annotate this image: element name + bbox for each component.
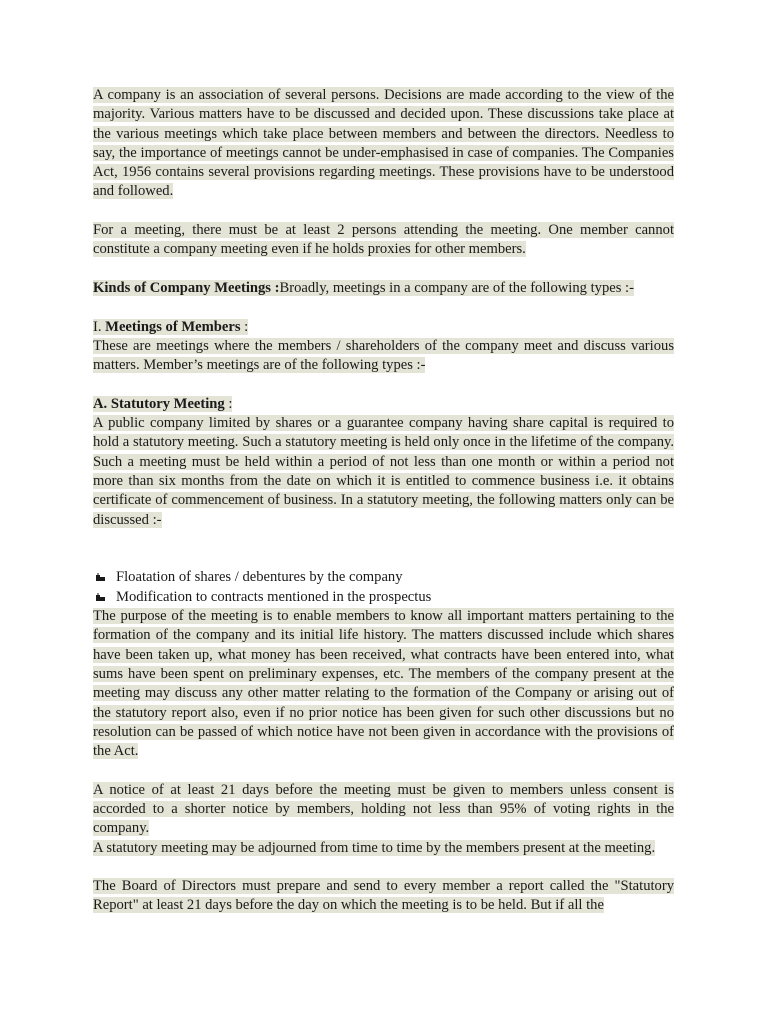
notice-paragraph xyxy=(93,781,674,839)
bullet-icon xyxy=(95,573,106,582)
list-item xyxy=(93,568,674,587)
paragraph-gap xyxy=(93,298,674,317)
statutory-heading: A. Statutory Meeting xyxy=(93,395,225,412)
paragraph-gap xyxy=(93,260,674,279)
paragraph-gap xyxy=(93,375,674,394)
notice-text: A notice of at least 21 days before the meeting must be given to members unless consent is accorded to a shorter notice by members, holding not less than 95% of voting rights in the company. xyxy=(93,781,674,837)
kinds-text: Broadly, meetings in a company are of the following types :- xyxy=(279,279,634,296)
kinds-heading: Kinds of Company Meetings : xyxy=(93,279,280,296)
board-paragraph xyxy=(93,877,674,916)
list-item xyxy=(93,588,674,607)
adjourn-text: A statutory meeting may be adjourned from time to time by the members present at the meeting. xyxy=(93,839,656,856)
meeting-quorum-text: For a meeting, there must be at least 2 persons attending the meeting. One member cannot constitute a company meeting even if he holds proxies for other members. xyxy=(93,222,674,258)
document-body xyxy=(93,86,674,916)
members-heading: Meetings of Members xyxy=(105,318,241,335)
members-numeral: I. xyxy=(93,318,106,335)
paragraph-gap xyxy=(93,761,674,780)
statutory-colon: : xyxy=(224,395,233,412)
members-text: These are meetings where the members / shareholders of the company meet and discuss various matters. Member’s meetings are of the following types :- xyxy=(93,337,674,374)
bullet-icon xyxy=(95,593,106,602)
statutory-text: A public company limited by shares or a guarantee company having share capital is required to hold a statutory meeting. Such a statutory meeting is held only once in the lifetime of the company. Such a meeting must be held within a period of not less than one month or within a period not more than six months from the date on which it is entitled to commence business i.e. it obtains certificate of commencement of business. In a statutory meeting, the following matters only can be discussed :- xyxy=(93,415,674,528)
members-heading-line xyxy=(93,318,674,337)
meeting-quorum-paragraph xyxy=(93,221,674,260)
paragraph-gap xyxy=(93,530,674,569)
bullet-text: Floatation of shares / debentures by the company xyxy=(116,569,403,586)
board-text: The Board of Directors must prepare and send to every member a report called the "Statutory Report" at least 21 days before the day on which the meeting is to be held. But if all the xyxy=(93,878,674,914)
intro-text: A company is an association of several persons. Decisions are made according to the view of the majority. Various matters have to be discussed and decided upon. These discussions take place at the various meetings which take place between members and between the directors. Needless to say, the importance of meetings cannot be under-emphasised in case of companies. The Companies Act, 1956 contains several provisions regarding meetings. These provisions have to be understood and followed. xyxy=(93,87,674,200)
purpose-text: The purpose of the meeting is to enable members to know all important matters pertaining to the formation of the company and its initial life history. The matters discussed include which shares have been taken up, what money has been received, what contracts have been entered into, what sums have been spent on preliminary expenses, etc. The members of the company present at the meeting may discuss any other matter relating to the formation of the Company or arising out of the statutory report also, even if no prior notice has been given for such other discussions but no resolution can be passed of which notice have not been given in accordance with the provisions of the Act. xyxy=(93,608,674,760)
statutory-paragraph xyxy=(93,414,674,530)
kinds-paragraph xyxy=(93,279,674,298)
members-colon: : xyxy=(240,318,249,335)
adjourn-paragraph xyxy=(93,839,674,858)
bullet-list xyxy=(93,568,674,607)
paragraph-gap xyxy=(93,202,674,221)
intro-paragraph xyxy=(93,86,674,202)
statutory-heading-line xyxy=(93,395,674,414)
purpose-paragraph xyxy=(93,607,674,761)
paragraph-gap xyxy=(93,858,674,877)
bullet-text: Modification to contracts mentioned in the prospectus xyxy=(116,588,432,605)
members-paragraph xyxy=(93,337,674,376)
